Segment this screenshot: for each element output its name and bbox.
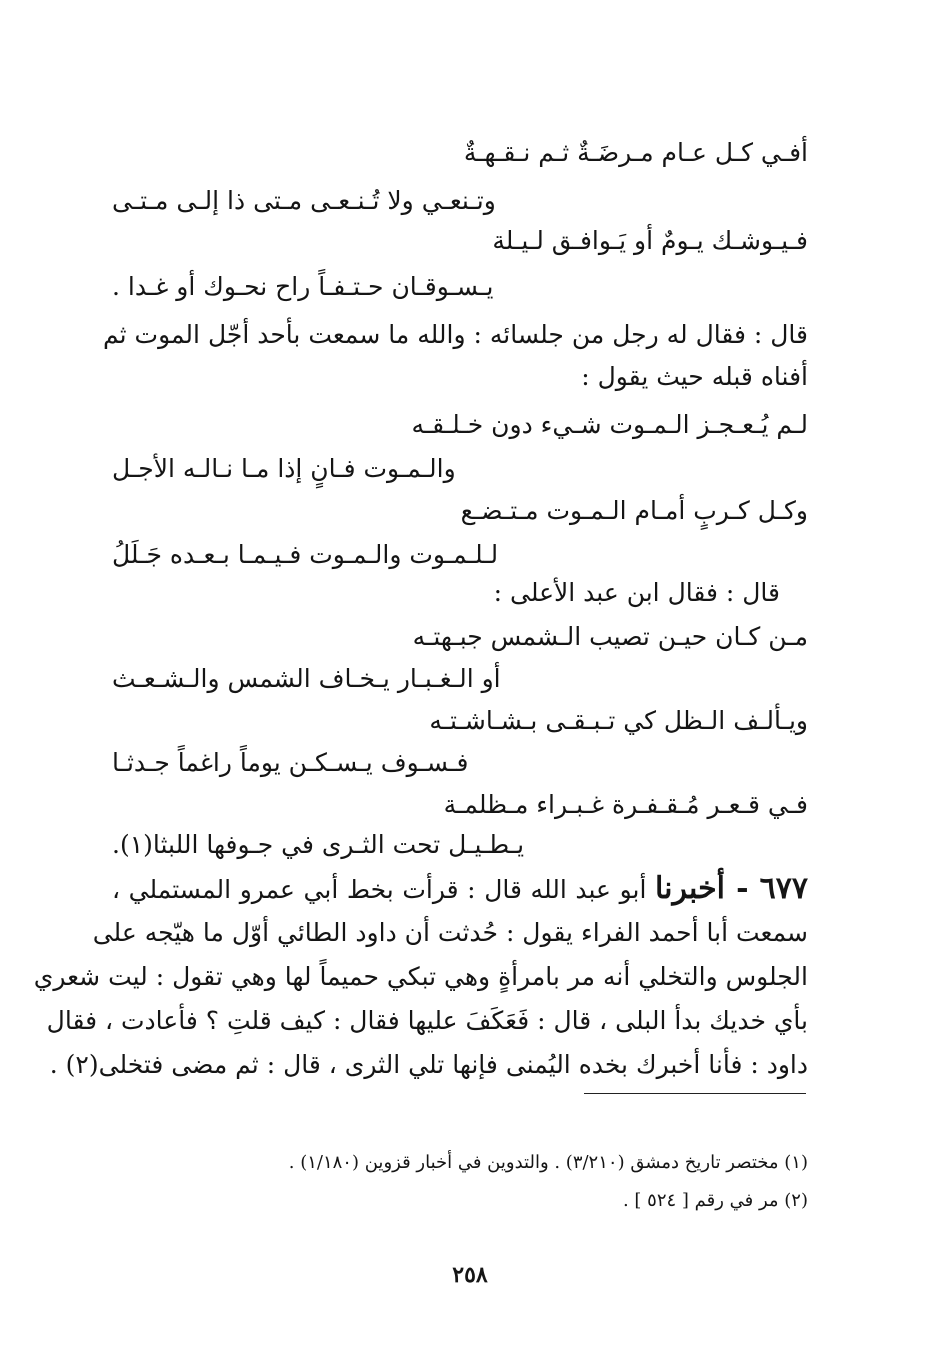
verse-line: والـمـوت فـانٍ إذا مـا نـالـه الأجـل xyxy=(112,454,456,483)
footnote: (١) مختصر تاريخ دمشق (٣/٢١٠) . والتدوين في أخبار قزوين (١/١٨٠) . xyxy=(288,1152,808,1173)
prose-line: قال : فقال له رجل من جلسائه : والله ما سمعت بأحد أجّل الموت ثم xyxy=(102,320,808,349)
verse-line: مـن كـان حيـن تصيب الـشمس جبـهتـه xyxy=(412,622,808,651)
footnote: (٢) مر في رقم [ ٥٢٤ ] . xyxy=(622,1190,808,1211)
verse-line: وتـنعـي ولا تُـنـعـى مـتى ذا إلـى مـتـى xyxy=(112,186,496,215)
entry-number: ٦٧٧ - أخبرنا xyxy=(655,871,808,906)
verse-line: فـيـوشـك يـومٌ أو يَـوافـق لـيـلة xyxy=(492,226,808,255)
verse-line: أفـي كـل عـام مـرضَـةٌ ثـم نـقـهـةٌ xyxy=(463,138,808,167)
prose-line: بأي خديك بدأ البلى ، قال : فَعَكَفَ عليها فقال : كيف قلتِ ؟ فأعادت ، فقال xyxy=(46,1006,808,1035)
entry-first-line xyxy=(112,872,808,907)
prose-line: داود : فأنا أخبرك بخده اليُمنى فإنها تلي الثرى ، قال : ثم مضى فتخلى(٢) . xyxy=(49,1050,808,1079)
verse-line: لـم يُـعـجـز الـمـوت شـيء دون خـلـقـه xyxy=(411,410,808,439)
prose-line: أفناه قبله حيث يقول : xyxy=(581,362,808,391)
prose-line: الجلوس والتخلي أنه مر بامرأةٍ وهي تبكي حميماً لها وهي تقول : ليت شعري xyxy=(33,962,808,991)
verse-line: فـسـوف يـسـكـن يوماً راغماً جـدثـا xyxy=(112,748,469,777)
verse-line: يـطـيـل تحت الثـرى في جـوفها اللبثا(١). xyxy=(112,830,525,859)
verse-line: لـلـمـوت والـمـوت فـيـمـا بـعـده جَـلَلُ xyxy=(112,540,499,569)
prose-line: قال : فقال ابن عبد الأعلى : xyxy=(493,578,780,607)
verse-line: أو الـغـبـار يـخـاف الشمس والـشـعـث xyxy=(112,664,501,693)
prose-line: سمعت أبا أحمد الفراء يقول : حُدثت أن داود الطائي أوّل ما هيّجه على xyxy=(92,918,808,947)
verse-line: ويـألـف الـظل كي تـبـقـى بـشـاشـتـه xyxy=(429,706,808,735)
page-number: ٢٥٨ xyxy=(452,1262,488,1288)
verse-line: وكـل كـربٍ أمـام الـمـوت مـتـضـع xyxy=(460,496,808,525)
verse-line: يـسـوقـان حـتـفـاً راح نحـوك أو غـدا . xyxy=(112,272,494,301)
entry-text: أبو عبد الله قال : قرأت بخط أبي عمرو المستملي ، xyxy=(112,875,647,904)
verse-line: فـي قـعـر مُـقـفـرة غـبـراء مـظلمـة xyxy=(443,790,808,819)
footnote-divider xyxy=(584,1093,806,1094)
